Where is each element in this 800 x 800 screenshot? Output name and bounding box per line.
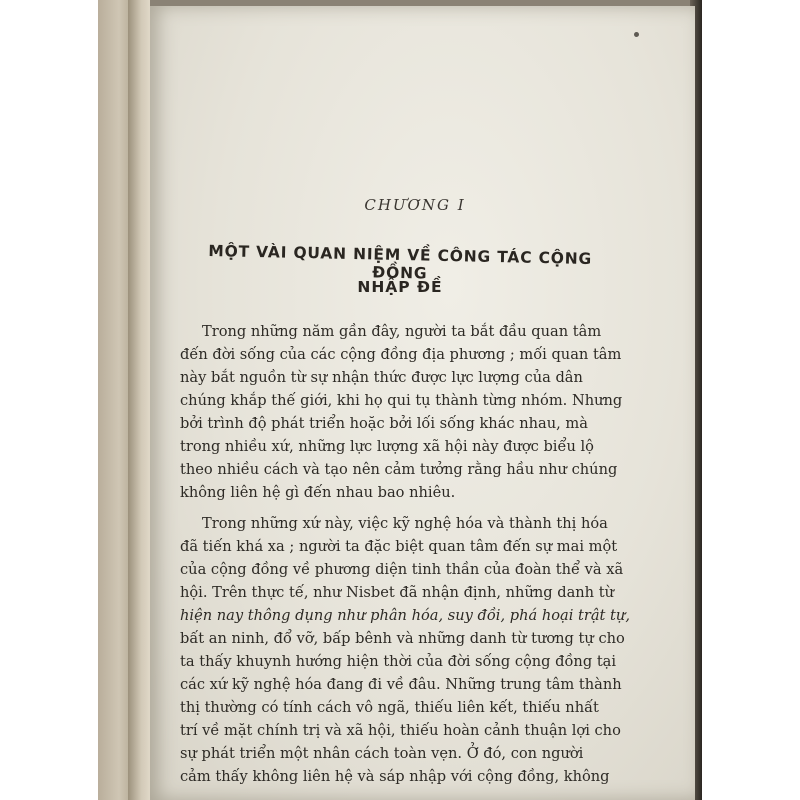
page-speck — [634, 32, 639, 37]
text-line: ta thấy khuynh hướng hiện thời của đời sống cộng đồng tại — [180, 653, 617, 670]
text-line: thị thường có tính cách vô ngã, thiếu liên kết, thiếu nhất — [180, 699, 599, 716]
text-line: bất an ninh, đổ vỡ, bấp bênh và những danh từ tương tự cho — [180, 630, 625, 647]
section-heading: NHẬP ĐỀ — [357, 278, 443, 296]
text-line: không liên hệ gì đến nhau bao nhiêu. — [180, 484, 456, 501]
text-line: của cộng đồng về phương diện tinh thần của đoàn thể và xã — [180, 561, 624, 578]
text-line: chúng khắp thế giới, khi họ qui tụ thành từng nhóm. Nhưng — [180, 392, 623, 409]
book-page — [150, 6, 695, 800]
book-spine-shadow — [128, 0, 150, 800]
text-line: này bắt nguồn từ sự nhận thức được lực lượng của dân — [180, 369, 583, 386]
chapter-label: CHƯƠNG I — [364, 196, 466, 214]
text-line: các xứ kỹ nghệ hóa đang đi về đâu. Những trung tâm thành — [180, 676, 622, 693]
chapter-title: MỘT VÀI QUAN NIỆM VỀ CÔNG TÁC CỘNG ĐỒNG — [208, 241, 593, 283]
text-line: cảm thấy không liên hệ và sáp nhập với cộng đồng, không — [180, 768, 610, 785]
text-line: hội. Trên thực tế, như Nisbet đã nhận định, những danh từ — [180, 584, 614, 601]
text-line: sự phát triển một nhân cách toàn vẹn. Ở đó, con người — [180, 745, 584, 762]
text-line: bởi trình độ phát triển hoặc bởi lối sống khác nhau, mà — [180, 415, 588, 432]
text-line: trong nhiều xứ, những lực lượng xã hội này được biểu lộ — [180, 438, 594, 455]
text-line: theo nhiều cách và tạo nên cảm tưởng rằng hầu như chúng — [180, 461, 618, 478]
text-line: Trong những năm gần đây, người ta bắt đầu quan tâm — [202, 323, 602, 340]
text-line: đã tiến khá xa ; người ta đặc biệt quan tâm đến sự mai một — [180, 538, 618, 555]
text-line: Trong những xứ này, việc kỹ nghệ hóa và thành thị hóa — [202, 515, 608, 532]
text-line: trí về mặt chính trị và xã hội, thiếu hoàn cảnh thuận lợi cho — [180, 722, 621, 739]
text-line: đến đời sống của các cộng đồng địa phương ; mối quan tâm — [180, 346, 622, 363]
text-line: hiện nay thông dụng như phân hóa, suy đồi, phá hoại trật tự, — [180, 607, 630, 624]
